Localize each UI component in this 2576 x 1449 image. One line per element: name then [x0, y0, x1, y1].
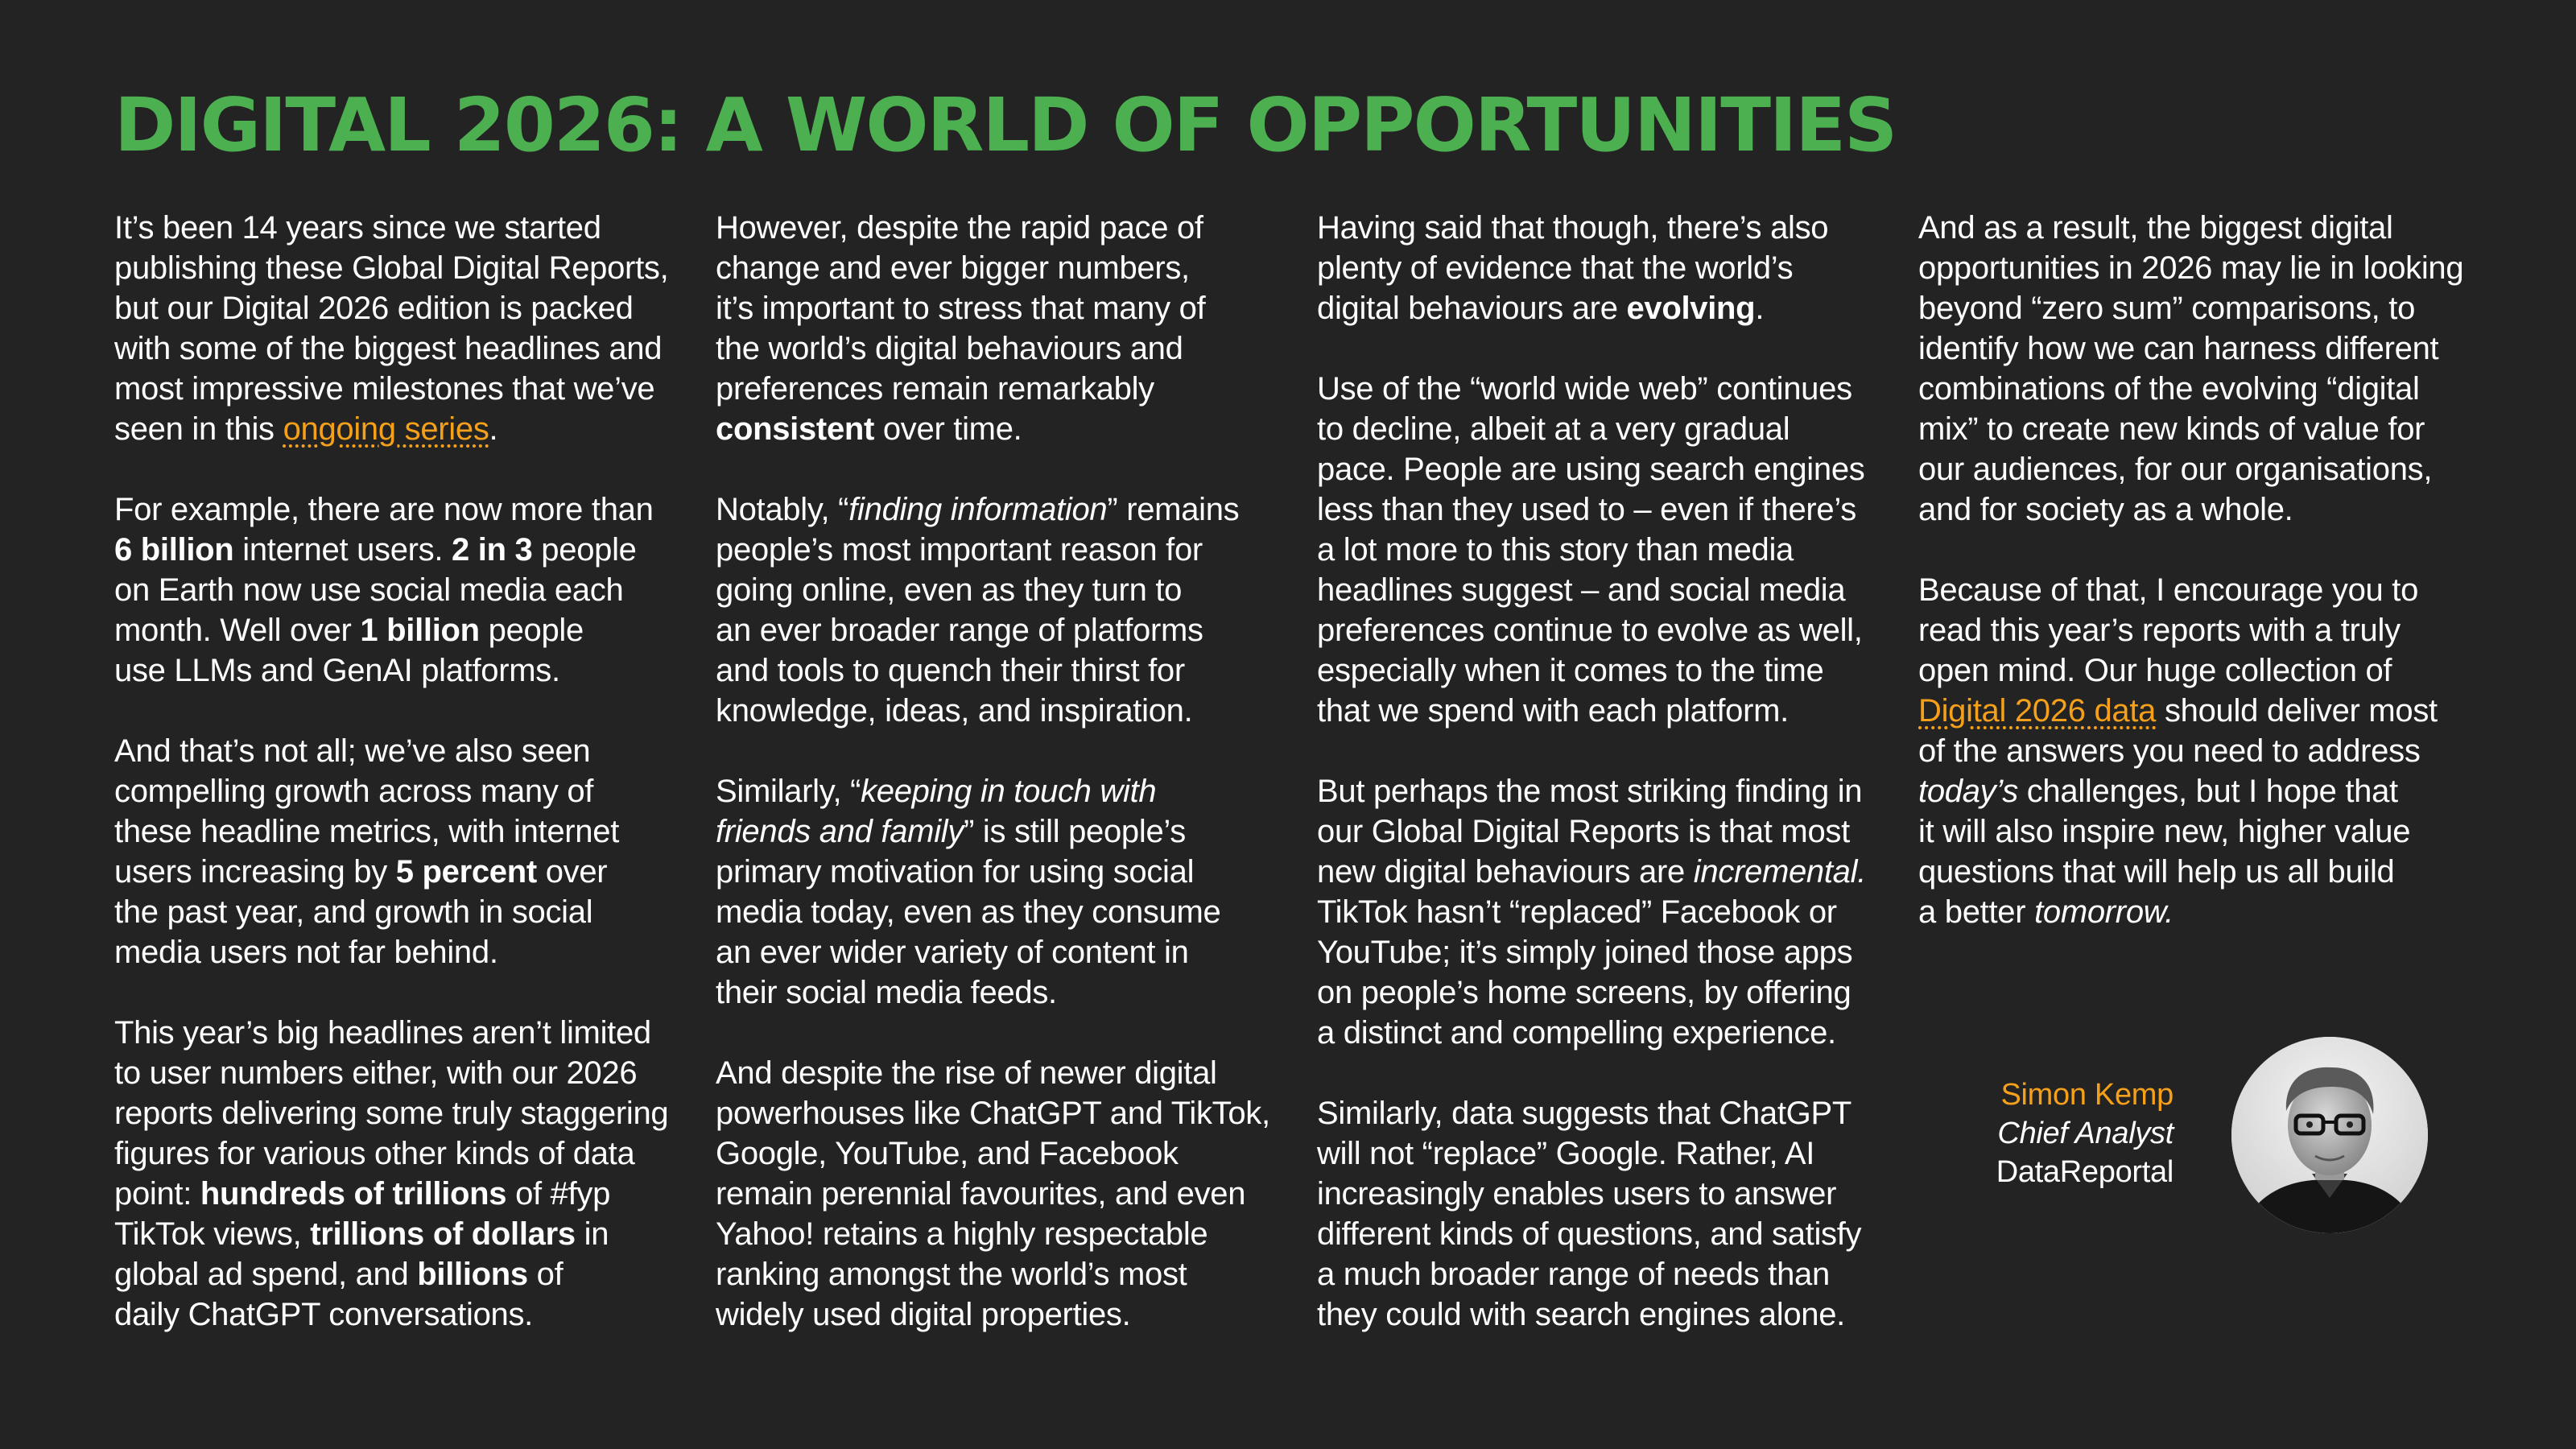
- text-line: [1317, 1133, 1880, 1174]
- text-segment: seen in this: [114, 411, 283, 447]
- text-line: [114, 1214, 678, 1254]
- text-segment: headlines suggest – and social media: [1317, 572, 1846, 608]
- paragraph: [716, 208, 1279, 449]
- paragraph: [114, 208, 678, 449]
- italic-text: today’s: [1918, 774, 2018, 809]
- text-segment: should deliver most: [2156, 693, 2438, 729]
- text-line: [114, 1093, 678, 1133]
- text-line: [1317, 369, 1880, 409]
- text-line: [716, 1133, 1279, 1174]
- text-segment: but our Digital 2026 edition is packed: [114, 291, 634, 326]
- paragraph: [716, 771, 1279, 1013]
- text-line: [114, 811, 678, 852]
- text-segment: Having said that though, there’s also: [1317, 210, 1829, 246]
- text-segment: pace. People are using search engines: [1317, 452, 1865, 487]
- text-segment: over time.: [874, 411, 1022, 447]
- text-segment: read this year’s reports with a truly: [1918, 613, 2401, 648]
- text-line: [716, 208, 1279, 248]
- text-segment: increasingly enables users to answer: [1317, 1176, 1837, 1212]
- text-line: [1918, 489, 2482, 530]
- text-line: [114, 409, 678, 449]
- text-segment: that we spend with each platform.: [1317, 693, 1789, 729]
- text-segment: This year’s big headlines aren’t limited: [114, 1015, 651, 1051]
- italic-text: incremental.: [1693, 854, 1867, 890]
- text-segment: reports delivering some truly staggering: [114, 1096, 669, 1131]
- text-line: [716, 932, 1279, 972]
- text-line: [716, 1174, 1279, 1214]
- text-segment: new digital behaviours are: [1317, 854, 1694, 890]
- text-segment: questions that will help us all build: [1918, 854, 2395, 890]
- text-segment: users increasing by: [114, 854, 396, 890]
- text-segment: media today, even as they consume: [716, 894, 1221, 930]
- bold-text: trillions of dollars: [310, 1216, 576, 1252]
- text-column-1: [114, 208, 678, 1375]
- text-segment: an ever broader range of platforms: [716, 613, 1203, 648]
- text-line: [1317, 852, 1880, 892]
- text-line: [114, 650, 678, 691]
- text-line: [716, 972, 1279, 1013]
- text-segment: open mind. Our huge collection of: [1918, 653, 2392, 688]
- text-line: [1317, 972, 1880, 1013]
- text-segment: mix” to create new kinds of value for: [1918, 411, 2425, 447]
- text-segment: However, despite the rapid pace of: [716, 210, 1203, 246]
- page-title: DIGITAL 2026: A WORLD OF OPPORTUNITIES: [114, 82, 1897, 168]
- text-segment: preferences remain remarkably: [716, 371, 1154, 407]
- text-line: [114, 369, 678, 409]
- text-segment: and tools to quench their thirst for: [716, 653, 1185, 688]
- text-line: [1317, 449, 1880, 489]
- text-segment: will not “replace” Google. Rather, AI: [1317, 1136, 1815, 1171]
- text-segment: It’s been 14 years since we started: [114, 210, 601, 246]
- text-segment: widely used digital properties.: [716, 1297, 1131, 1332]
- text-segment: different kinds of questions, and satisfy: [1317, 1216, 1862, 1252]
- text-line: [716, 328, 1279, 369]
- text-segment: it will also inspire new, higher value: [1918, 814, 2411, 849]
- text-link[interactable]: ongoing series: [283, 411, 489, 447]
- text-segment: in: [575, 1216, 609, 1252]
- bold-text: billions: [417, 1257, 528, 1292]
- text-segment: .: [489, 411, 498, 447]
- text-line: [716, 650, 1279, 691]
- text-line: [716, 852, 1279, 892]
- text-line: [1918, 852, 2482, 892]
- text-segment: But perhaps the most striking finding in: [1317, 774, 1863, 809]
- text-line: [716, 570, 1279, 610]
- paragraph: [1317, 208, 1880, 328]
- text-line: [716, 1214, 1279, 1254]
- text-line: [114, 892, 678, 932]
- text-line: [1918, 892, 2482, 932]
- italic-text: keeping in touch with: [861, 774, 1157, 809]
- text-line: [114, 1053, 678, 1093]
- text-line: [1317, 409, 1880, 449]
- text-segment: ” remains: [1107, 492, 1240, 527]
- text-segment: TikTok hasn’t “replaced” Facebook or: [1317, 894, 1837, 930]
- text-segment: internet users.: [233, 532, 452, 568]
- author-signature: [1996, 1075, 2174, 1191]
- paragraph: [1317, 369, 1880, 731]
- bold-text: consistent: [716, 411, 875, 447]
- text-segment: an ever wider variety of content in: [716, 935, 1189, 970]
- text-segment: TikTok views,: [114, 1216, 311, 1252]
- paragraph: [114, 1013, 678, 1335]
- bold-text: 2 in 3: [452, 532, 533, 568]
- text-segment: knowledge, ideas, and inspiration.: [716, 693, 1193, 729]
- text-segment: of: [527, 1257, 564, 1292]
- text-line: [114, 570, 678, 610]
- author-avatar: [2231, 1037, 2428, 1233]
- paragraph: [114, 731, 678, 972]
- text-segment: Google, YouTube, and Facebook: [716, 1136, 1179, 1171]
- text-segment: over: [536, 854, 608, 890]
- text-column-2: [716, 208, 1279, 1375]
- text-segment: going online, even as they turn to: [716, 572, 1183, 608]
- text-segment: publishing these Global Digital Reports,: [114, 250, 669, 286]
- text-line: [716, 288, 1279, 328]
- text-segment: Notably, “: [716, 492, 849, 527]
- text-segment: people: [532, 532, 637, 568]
- text-segment: plenty of evidence that the world’s: [1317, 250, 1794, 286]
- text-segment: with some of the biggest headlines and: [114, 331, 663, 366]
- bold-text: 5 percent: [395, 854, 537, 890]
- text-line: [1317, 811, 1880, 852]
- text-segment: especially when it comes to the time: [1317, 653, 1824, 688]
- text-line: [716, 409, 1279, 449]
- text-line: [1918, 409, 2482, 449]
- paragraph: [1918, 570, 2482, 932]
- text-line: [1918, 369, 2482, 409]
- text-segment: Similarly, data suggests that ChatGPT: [1317, 1096, 1852, 1131]
- text-segment: opportunities in 2026 may lie in looking: [1918, 250, 2464, 286]
- text-line: [1317, 208, 1880, 248]
- text-segment: a better: [1918, 894, 2035, 930]
- author-organisation: DataReportal: [1996, 1155, 2174, 1189]
- text-line: [114, 731, 678, 771]
- text-segment: compelling growth across many of: [114, 774, 594, 809]
- text-segment: on Earth now use social media each: [114, 572, 624, 608]
- text-line: [716, 489, 1279, 530]
- text-line: [1918, 731, 2482, 771]
- text-segment: digital behaviours are: [1317, 291, 1627, 326]
- text-segment: primary motivation for using social: [716, 854, 1195, 890]
- italic-text: tomorrow.: [2034, 894, 2174, 930]
- text-line: [1317, 570, 1880, 610]
- paragraph: [1317, 771, 1880, 1053]
- text-line: [1317, 1174, 1880, 1214]
- text-segment: figures for various other kinds of data: [114, 1136, 635, 1171]
- text-segment: these headline metrics, with internet: [114, 814, 620, 849]
- bold-text: hundreds of trillions: [200, 1176, 507, 1212]
- text-segment: And despite the rise of newer digital: [716, 1055, 1217, 1091]
- text-line: [1918, 570, 2482, 610]
- text-segment: to decline, albeit at a very gradual: [1317, 411, 1790, 447]
- author-portrait-image: [2231, 1037, 2428, 1233]
- text-line: [716, 369, 1279, 409]
- bold-text: 1 billion: [360, 613, 480, 648]
- text-segment: the past year, and growth in social: [114, 894, 593, 930]
- text-segment: of the answers you need to address: [1918, 733, 2421, 769]
- paragraph: [716, 489, 1279, 731]
- text-line: [716, 1294, 1279, 1335]
- paragraph: [114, 489, 678, 691]
- text-segment: Use of the “world wide web” continues: [1317, 371, 1852, 407]
- text-line: [114, 610, 678, 650]
- text-segment: their social media feeds.: [716, 975, 1057, 1010]
- text-line: [1918, 248, 2482, 288]
- text-segment: Similarly, “: [716, 774, 861, 809]
- text-line: [1918, 610, 2482, 650]
- text-segment: And as a result, the biggest digital: [1918, 210, 2393, 246]
- text-segment: to user numbers either, with our 2026: [114, 1055, 638, 1091]
- text-line: [716, 892, 1279, 932]
- text-segment: a distinct and compelling experience.: [1317, 1015, 1836, 1051]
- text-segment: and for society as a whole.: [1918, 492, 2293, 527]
- text-line: [716, 691, 1279, 731]
- italic-text: finding information: [848, 492, 1108, 527]
- text-line: [1317, 691, 1880, 731]
- text-line: [1317, 1294, 1880, 1335]
- text-line: [716, 1093, 1279, 1133]
- author-name: Simon Kemp: [2000, 1078, 2174, 1112]
- text-segment: less than they used to – even if there’s: [1317, 492, 1856, 527]
- text-line: [114, 288, 678, 328]
- text-line: [1918, 449, 2482, 489]
- italic-text: friends and family: [716, 814, 964, 849]
- text-segment: they could with search engines alone.: [1317, 1297, 1845, 1332]
- text-line: [1317, 771, 1880, 811]
- text-segment: YouTube; it’s simply joined those apps: [1317, 935, 1853, 970]
- text-line: [716, 248, 1279, 288]
- bold-text: 6 billion: [114, 532, 234, 568]
- text-line: [716, 811, 1279, 852]
- text-line: [114, 530, 678, 570]
- text-segment: remain perennial favourites, and even: [716, 1176, 1246, 1212]
- text-segment: most impressive milestones that we’ve: [114, 371, 655, 407]
- text-segment: use LLMs and GenAI platforms.: [114, 653, 560, 688]
- text-line: [114, 1013, 678, 1053]
- text-column-4: [1918, 208, 2482, 972]
- text-segment: challenges, but I hope that: [2017, 774, 2398, 809]
- text-segment: media users not far behind.: [114, 935, 498, 970]
- text-line: [1918, 771, 2482, 811]
- text-line: [1317, 288, 1880, 328]
- text-segment: a lot more to this story than media: [1317, 532, 1794, 568]
- text-line: [1918, 328, 2482, 369]
- text-segment: .: [1755, 291, 1765, 326]
- text-segment: preferences continue to evolve as well,: [1317, 613, 1863, 648]
- text-segment: identify how we can harness different: [1918, 331, 2439, 366]
- text-line: [1317, 1254, 1880, 1294]
- text-segment: month. Well over: [114, 613, 361, 648]
- text-line: [716, 530, 1279, 570]
- text-segment: point:: [114, 1176, 200, 1212]
- paragraph: [1918, 208, 2482, 530]
- text-segment: on people’s home screens, by offering: [1317, 975, 1852, 1010]
- text-line: [114, 1254, 678, 1294]
- text-segment: it’s important to stress that many of: [716, 291, 1206, 326]
- text-line: [1918, 691, 2482, 731]
- text-line: [114, 208, 678, 248]
- text-line: [114, 1133, 678, 1174]
- text-line: [1317, 1013, 1880, 1053]
- text-line: [114, 489, 678, 530]
- text-segment: global ad spend, and: [114, 1257, 418, 1292]
- text-segment: powerhouses like ChatGPT and TikTok,: [716, 1096, 1270, 1131]
- text-line: [716, 1053, 1279, 1093]
- text-column-3: [1317, 208, 1880, 1375]
- text-segment: ranking amongst the world’s most: [716, 1257, 1187, 1292]
- text-line: [1317, 248, 1880, 288]
- text-line: [114, 932, 678, 972]
- text-line: [1317, 610, 1880, 650]
- text-line: [1317, 489, 1880, 530]
- text-segment: For example, there are now more than: [114, 492, 654, 527]
- text-line: [716, 610, 1279, 650]
- text-segment: beyond “zero sum” comparisons, to: [1918, 291, 2416, 326]
- text-segment: Because of that, I encourage you to: [1918, 572, 2419, 608]
- text-line: [114, 852, 678, 892]
- bold-text: evolving: [1626, 291, 1756, 326]
- text-segment: people’s most important reason for: [716, 532, 1203, 568]
- text-segment: change and ever bigger numbers,: [716, 250, 1190, 286]
- paragraph: [1317, 1093, 1880, 1335]
- text-line: [1918, 208, 2482, 248]
- text-line: [716, 1254, 1279, 1294]
- text-line: [1918, 288, 2482, 328]
- text-line: [1918, 811, 2482, 852]
- text-segment: daily ChatGPT conversations.: [114, 1297, 533, 1332]
- text-line: [114, 328, 678, 369]
- text-line: [716, 771, 1279, 811]
- text-line: [1317, 892, 1880, 932]
- text-line: [114, 771, 678, 811]
- text-segment: And that’s not all; we’ve also seen: [114, 733, 591, 769]
- text-segment: combinations of the evolving “digital: [1918, 371, 2420, 407]
- text-line: [114, 1174, 678, 1214]
- text-line: [114, 1294, 678, 1335]
- text-line: [1317, 932, 1880, 972]
- text-segment: our audiences, for our organisations,: [1918, 452, 2433, 487]
- text-segment: people: [479, 613, 584, 648]
- text-segment: the world’s digital behaviours and: [716, 331, 1183, 366]
- text-segment: ” is still people’s: [964, 814, 1186, 849]
- text-segment: our Global Digital Reports is that most: [1317, 814, 1850, 849]
- text-line: [1317, 1214, 1880, 1254]
- paragraph: [716, 1053, 1279, 1335]
- text-line: [1317, 1093, 1880, 1133]
- text-line: [1317, 650, 1880, 691]
- text-line: [1317, 530, 1880, 570]
- text-line: [1918, 650, 2482, 691]
- text-segment: Yahoo! retains a highly respectable: [716, 1216, 1208, 1252]
- author-role: Chief Analyst: [1997, 1117, 2174, 1150]
- text-line: [114, 248, 678, 288]
- text-segment: of #fyp: [506, 1176, 611, 1212]
- text-link[interactable]: Digital 2026 data: [1918, 693, 2157, 729]
- text-segment: a much broader range of needs than: [1317, 1257, 1830, 1292]
